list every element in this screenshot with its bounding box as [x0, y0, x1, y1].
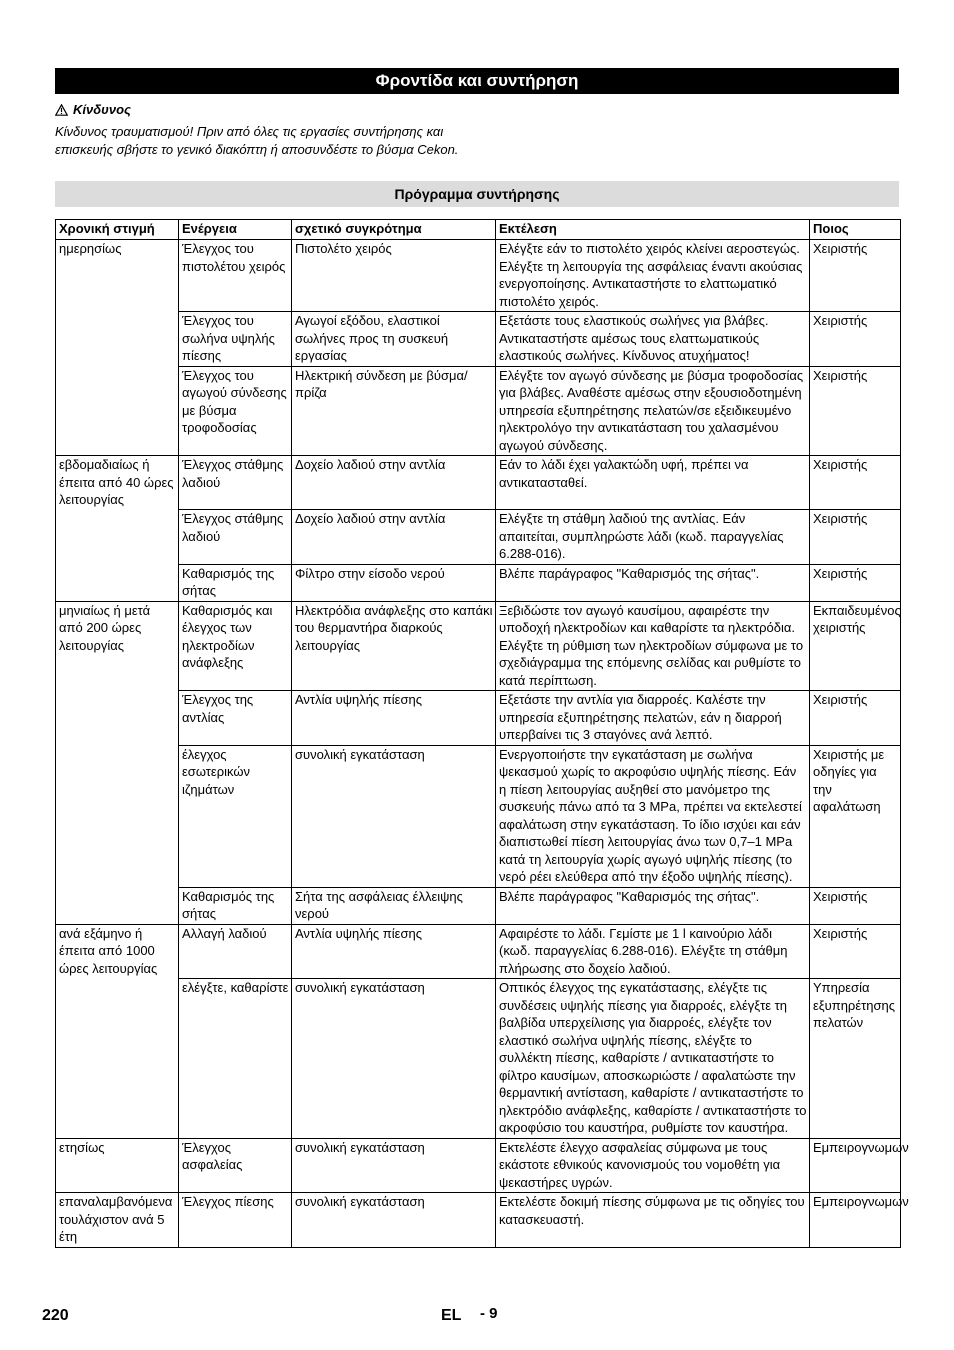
cell-time: [56, 745, 179, 887]
cell-time: εβδομαδιαίως ή έπειτα από 40 ώρες λειτουργίας: [56, 456, 179, 510]
cell-component: Αντλία υψηλής πίεσης: [292, 691, 496, 746]
cell-component: Δοχείο λαδιού στην αντλία: [292, 456, 496, 510]
cell-execution: Εάν το λάδι έχει γαλακτώδη υφή, πρέπει να αντικατασταθεί.: [496, 456, 810, 510]
cell-execution: Ενεργοποιήστε την εγκατάσταση με σωλήνα ψεκασμού χωρίς το ακροφύσιο υψηλής πίεσης. Εάν η πίεση λειτουργίας αυξηθεί στο μανόμετρο της συσκευής πάνω από τα 3 MPa, πρέπει να εκτελεστεί αφαλάτωση στην εγκατάσταση. Το ίδιο ισχύει και εάν διαπιστωθεί πίεση λειτουργίας άνω των 0,7–1 MPa κατά τη λειτουργία χωρίς αγωγό υψηλής πίεσης (το νερό ρέει ελεύθερα από την έξοδο υψηλής πίεσης).: [496, 745, 810, 887]
cell-who: Χειριστής με οδηγίες για την αφαλάτωση: [810, 745, 901, 887]
table-row: [56, 745, 901, 887]
cell-execution: Εξετάστε την αντλία για διαρροές. Καλέστε την υπηρεσία εξυπηρέτησης πελατών, εάν η διαρροή υπερβαίνει τις 3 σταγόνες ανά λεπτό.: [496, 691, 810, 746]
cell-execution: Αφαιρέστε το λάδι. Γεμίστε με 1 l καινούριο λάδι (κωδ. παραγγελίας 6.288-016). Ελέγξτε τη στάθμη πλήρωσης στο δοχείο λαδιού.: [496, 924, 810, 979]
cell-time: επαναλαμβανόμενα τουλάχιστον ανά 5 έτη: [56, 1193, 179, 1248]
table-row: [56, 456, 901, 510]
cell-action: Καθαρισμός και έλεγχος των ηλεκτροδίων ανάφλεξης: [179, 601, 292, 691]
cell-time: [56, 366, 179, 456]
cell-execution: Βλέπε παράγραφος "Καθαρισμός της σήτας".: [496, 564, 810, 601]
cell-component: Αγωγοί εξόδου, ελαστικοί σωλήνες προς τη συσκευή εργασίας: [292, 312, 496, 367]
cell-component: Ηλεκτρική σύνδεση με βύσμα/πρίζα: [292, 366, 496, 456]
cell-execution: Βλέπε παράγραφος "Καθαρισμός της σήτας".: [496, 887, 810, 924]
column-header-component: σχετικό συγκρότημα: [292, 220, 496, 240]
cell-who: Εμπειρογνωμων: [810, 1193, 901, 1248]
cell-action: Καθαρισμός της σήτας: [179, 564, 292, 601]
column-header-action: Ενέργεια: [179, 220, 292, 240]
table-row: [56, 601, 901, 691]
cell-who: Εμπειρογνωμων: [810, 1138, 901, 1193]
warning-text: Κίνδυνος τραυματισμού! Πριν από όλες τις εργασίες συντήρησης και επισκευής σβήστε το γενικό διακόπτη ή αποσυνδέστε το βύσμα Cekon.: [55, 124, 459, 157]
cell-execution: Εξετάστε τους ελαστικούς σωλήνες για βλάβες. Αντικαταστήστε αμέσως τους ελαττωματικούς ελαστικούς σωλήνες. Κίνδυνος ατυχήματος!: [496, 312, 810, 367]
language-code: EL: [441, 1307, 462, 1324]
cell-component: συνολική εγκατάσταση: [292, 745, 496, 887]
cell-component: συνολική εγκατάσταση: [292, 979, 496, 1139]
cell-execution: Ελέγξτε τη στάθμη λαδιού της αντλίας. Εάν απαιτείται, συμπληρώστε λάδι (κωδ. παραγγελίας 6.288-016).: [496, 510, 810, 565]
cell-component: Δοχείο λαδιού στην αντλία: [292, 510, 496, 565]
table-row: [56, 1193, 901, 1248]
cell-time: ετησίως: [56, 1138, 179, 1193]
cell-time: [56, 564, 179, 601]
cell-action: ελέγξτε, καθαρίστε: [179, 979, 292, 1139]
cell-who: Χειριστής: [810, 456, 901, 510]
table-row: [56, 240, 901, 312]
table-row: [56, 887, 901, 924]
cell-time: [56, 691, 179, 746]
cell-who: Χειριστής: [810, 887, 901, 924]
cell-who: Χειριστής: [810, 691, 901, 746]
warning-heading: [55, 102, 131, 117]
maintenance-schedule-title: Πρόγραμμα συντήρησης: [55, 181, 899, 207]
cell-component: συνολική εγκατάσταση: [292, 1138, 496, 1193]
cell-execution: Ελέγξτε τον αγωγό σύνδεσης με βύσμα τροφοδοσίας για βλάβες. Αναθέστε αμέσως στην εξουσιοδοτημένη υπηρεσία εξυπηρέτησης πελατών/σε εξειδικευμένο ηλεκτρολόγο την αντικατάσταση του χαλασμένου αγωγού σύνδεσης.: [496, 366, 810, 456]
maintenance-table: [55, 219, 909, 1248]
cell-who: Χειριστής: [810, 510, 901, 565]
page-title: Φροντίδα και συντήρηση: [55, 68, 899, 94]
column-header-time: Χρονική στιγμή: [56, 220, 179, 240]
cell-who: Χειριστής: [810, 240, 901, 312]
cell-component: συνολική εγκατάσταση: [292, 1193, 496, 1248]
cell-who: Εκπαιδευμένος χειριστής: [810, 601, 901, 691]
warning-triangle-icon: [55, 104, 68, 116]
table-row: [56, 510, 901, 565]
table-header-row: [56, 220, 901, 240]
page-number: 220: [42, 1307, 69, 1324]
cell-execution: Ελέγξτε εάν το πιστολέτο χειρός κλείνει αεροστεγώς. Ελέγξτε τη λειτουργία της ασφάλειας έναντι ακούσιας ενεργοποίησης. Αντικαταστήστε το ελαττωματικό πιστολέτο χειρός.: [496, 240, 810, 312]
cell-action: Έλεγχος του αγωγού σύνδεσης με βύσμα τροφοδοσίας: [179, 366, 292, 456]
table-row: [56, 564, 901, 601]
column-header-execution: Εκτέλεση: [496, 220, 810, 240]
cell-action: Έλεγχος στάθμης λαδιού: [179, 456, 292, 510]
cell-time: ανά εξάμηνο ή έπειτα από 1000 ώρες λειτουργίας: [56, 924, 179, 979]
cell-time: [56, 979, 179, 1139]
table-row: [56, 979, 901, 1139]
column-header-who: Ποιος: [810, 220, 901, 240]
cell-component: Αντλία υψηλής πίεσης: [292, 924, 496, 979]
cell-execution: Εκτελέστε έλεγχο ασφαλείας σύμφωνα με τους εκάστοτε εθνικούς κανονισμούς του νομοθέτη για ψεκαστήρες υγρών.: [496, 1138, 810, 1193]
cell-action: Αλλαγή λαδιού: [179, 924, 292, 979]
cell-who: Χειριστής: [810, 564, 901, 601]
cell-action: Έλεγχος πίεσης: [179, 1193, 292, 1248]
cell-action: Έλεγχος στάθμης λαδιού: [179, 510, 292, 565]
table-row: [56, 366, 901, 456]
table-row: [56, 924, 901, 979]
cell-execution: Εκτελέστε δοκιμή πίεσης σύμφωνα με τις οδηγίες του κατασκευαστή.: [496, 1193, 810, 1248]
cell-action: Έλεγχος ασφαλείας: [179, 1138, 292, 1193]
cell-time: μηνιαίως ή μετά από 200 ώρες λειτουργίας: [56, 601, 179, 691]
cell-component: Φίλτρο στην είσοδο νερού: [292, 564, 496, 601]
table-row: [56, 691, 901, 746]
cell-component: Ηλεκτρόδια ανάφλεξης στο καπάκι του θερμαντήρα διαρκούς λειτουργίας: [292, 601, 496, 691]
cell-time: [56, 312, 179, 367]
cell-action: Έλεγχος του σωλήνα υψηλής πίεσης: [179, 312, 292, 367]
cell-action: Έλεγχος του πιστολέτου χειρός: [179, 240, 292, 312]
warning-heading-label: Κίνδυνος: [73, 102, 131, 117]
cell-execution: Οπτικός έλεγχος της εγκατάστασης, ελέγξτε τις συνδέσεις υψηλής πίεσης για διαρροές, ελέγξτε τη βαλβίδα υπερχείλισης για διαρροές, ελέγξτε τον ελαστικό σωλήνα υψηλής πίεσης, ελέγξτε το συλλέκτη πίεσης, καθαρίστε / αντικαταστήστε το φίλτρο καυσίμων, αποσκωριώστε / αφαλατώστε την θερμαντική αντίσταση, καθαρίστε / αντικαταστήστε το ηλεκτρόδιο ανάφλεξης, καθαρίστε / αντικαταστήστε το ακροφύσιο του καυστήρα, ρυθμίστε τον καυστήρα.: [496, 979, 810, 1139]
cell-who: Υπηρεσία εξυπηρέτησης πελατών: [810, 979, 901, 1139]
table-row: [56, 1138, 901, 1193]
cell-time: ημερησίως: [56, 240, 179, 312]
cell-who: Χειριστής: [810, 312, 901, 367]
cell-action: έλεγχος εσωτερικών ιζημάτων: [179, 745, 292, 887]
cell-time: [56, 887, 179, 924]
cell-component: Πιστολέτο χειρός: [292, 240, 496, 312]
cell-action: Καθαρισμός της σήτας: [179, 887, 292, 924]
cell-component: Σήτα της ασφάλειας έλλειψης νερού: [292, 887, 496, 924]
cell-who: Χειριστής: [810, 366, 901, 456]
table-row: [56, 312, 901, 367]
sub-page-number: - 9: [480, 1305, 498, 1322]
cell-time: [56, 510, 179, 565]
cell-who: Χειριστής: [810, 924, 901, 979]
cell-execution: Ξεβιδώστε τον αγωγό καυσίμου, αφαιρέστε την υποδοχή ηλεκτροδίων και καθαρίστε τα ηλεκτρόδια. Ελέγξτε τη ρύθμιση των ηλεκτροδίων σύμφωνα με το σχεδιάγραμμα της επόμενης σελίδας και ρυθμίστε το κατά περίπτωση.: [496, 601, 810, 691]
cell-action: Έλεγχος της αντλίας: [179, 691, 292, 746]
